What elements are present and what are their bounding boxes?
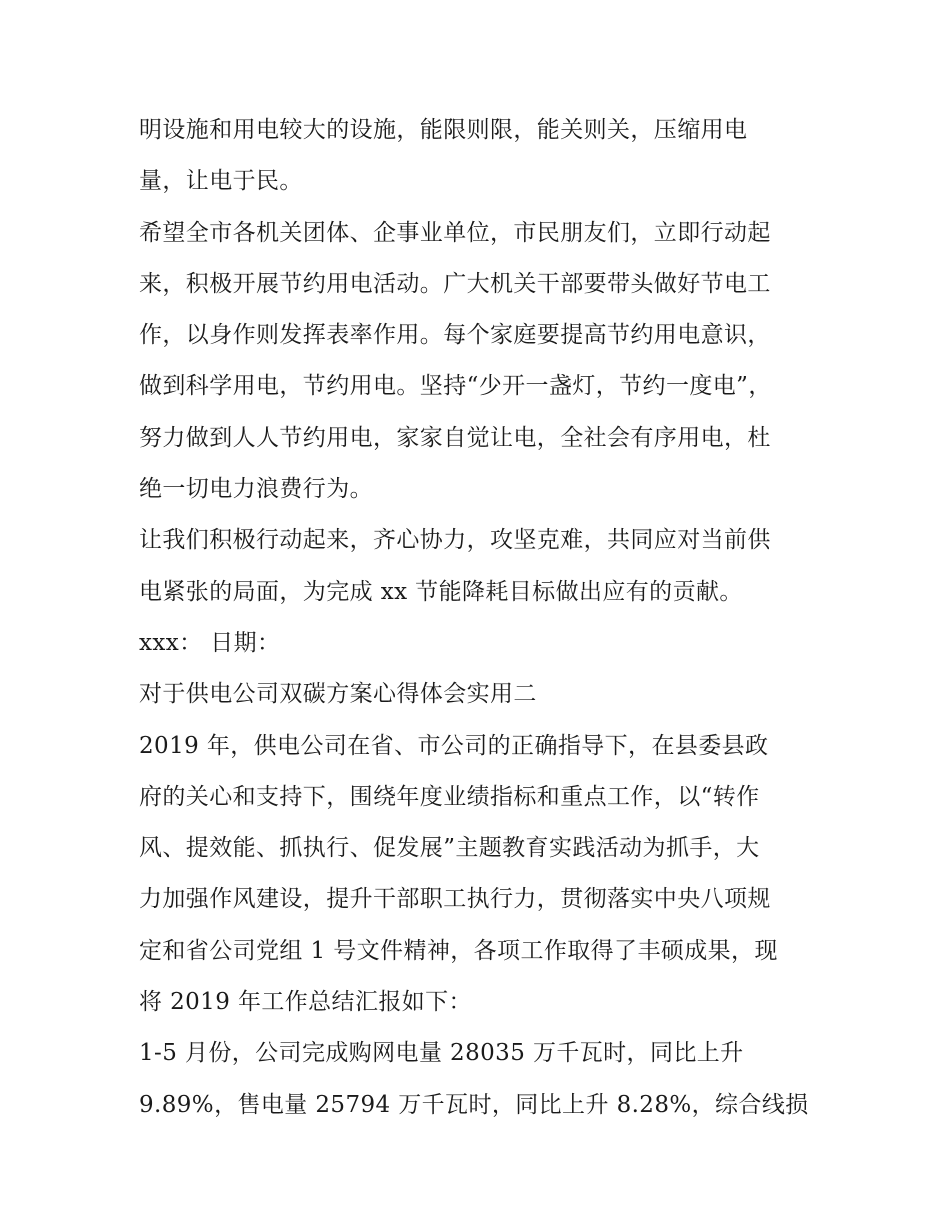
text-line: 努力做到人人节约用电，家家自觉让电，全社会有序用电，杜 (139, 424, 771, 451)
text-line: 2019 年，供电公司在省、市公司的正确指导下，在县委县政 (139, 732, 769, 759)
text-line: 府的关心和支持下，围绕年度业绩指标和重点工作，以“转作 (139, 783, 760, 810)
text-line: 做到科学用电，节约用电。坚持“少开一盏灯，节约一度电”， (139, 373, 772, 400)
text-line: 1-5 月份，公司完成购网电量 28035 万千瓦时，同比上升 (139, 1040, 744, 1067)
text-line: 力加强作风建设，提升干部职工执行力，贯彻落实中央八项规 (139, 886, 771, 913)
text-line: 量，让电于民。 (139, 168, 303, 195)
text-line: 作，以身作则发挥表率作用。每个家庭要提高节约用电意识， (139, 322, 771, 349)
text-line: 9.89%，售电量 25794 万千瓦时，同比上升 8.28%，综合线损 (139, 1091, 809, 1118)
text-line: 来，积极开展节约用电活动。广大机关干部要带头做好节电工 (139, 270, 771, 297)
signature-date-line: xxx： 日期： (139, 629, 281, 656)
section-title: 对于供电公司双碳方案心得体会实用二 (139, 681, 537, 708)
text-line: 明设施和用电较大的设施，能限则限，能关则关，压缩用电 (139, 117, 748, 143)
text-line: 让我们积极行动起来，齐心协力，攻坚克难，共同应对当前供 (139, 527, 771, 554)
text-line: 电紧张的局面，为完成 xx 节能降耗目标做出应有的贡献。 (139, 578, 743, 605)
text-line: 将 2019 年工作总结汇报如下： (139, 989, 472, 1016)
text-line: 希望全市各机关团体、企事业单位，市民朋友们，立即行动起 (139, 219, 771, 246)
text-line: 风、提效能、抓执行、促发展”主题教育实践活动为抓手，大 (139, 835, 760, 862)
text-line: 定和省公司党组 1 号文件精神，各项工作取得了丰硕成果，现 (139, 937, 778, 964)
text-line: 绝一切电力浪费行为。 (139, 476, 373, 503)
document-body (139, 105, 829, 1131)
